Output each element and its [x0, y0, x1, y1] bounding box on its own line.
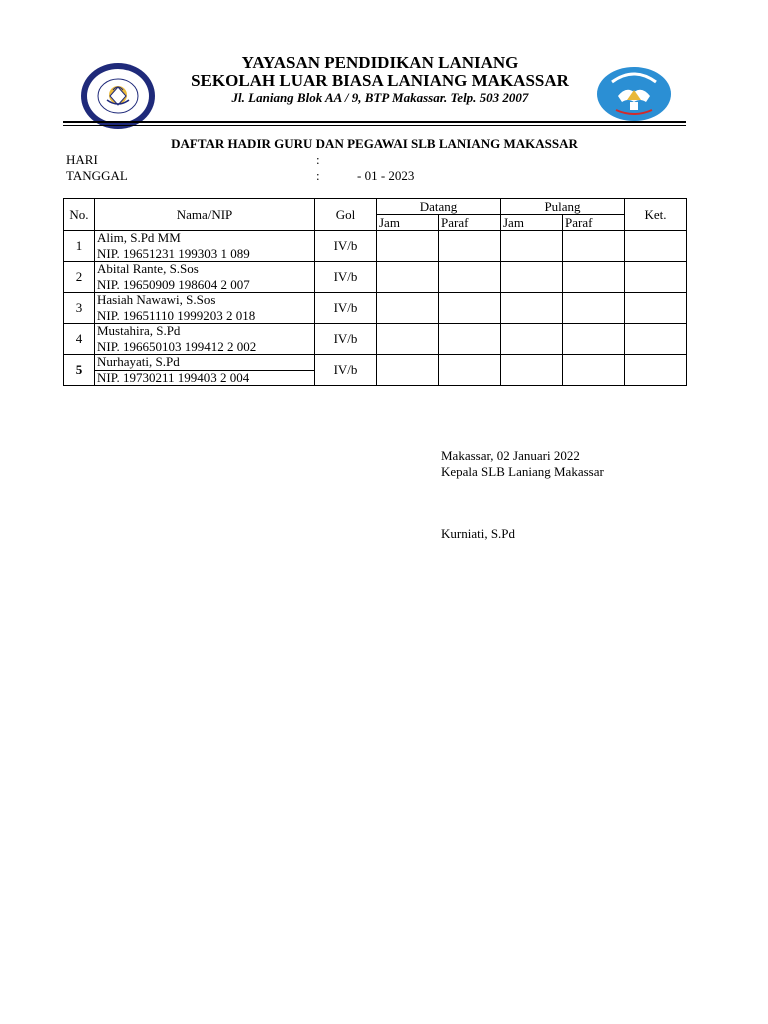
- datang-jam-cell[interactable]: [377, 324, 439, 355]
- pulang-jam-cell[interactable]: [501, 262, 563, 293]
- hari-colon: :: [316, 152, 320, 167]
- school-address: Jl. Laniang Blok AA / 9, BTP Makassar. Telp. 503 2007: [231, 90, 529, 105]
- staff-nip: NIP. 196650103 199412 2 002: [95, 340, 315, 355]
- staff-gol: IV/b: [315, 324, 377, 355]
- hari-label: HARI: [66, 152, 98, 167]
- tanggal-label: TANGGAL: [66, 168, 128, 183]
- pulang-jam-cell[interactable]: [501, 355, 563, 386]
- header-nama-nip: Nama/NIP: [95, 199, 315, 231]
- staff-nip: NIP. 19651110 1999203 2 018: [95, 309, 315, 324]
- row-no: 1: [64, 231, 95, 262]
- staff-gol: IV/b: [315, 355, 377, 386]
- document-title: DAFTAR HADIR GURU DAN PEGAWAI SLB LANIANG MAKASSAR: [171, 136, 578, 151]
- datang-paraf-cell[interactable]: [439, 355, 501, 386]
- ket-cell[interactable]: [625, 324, 687, 355]
- staff-gol: IV/b: [315, 293, 377, 324]
- staff-name: Abital Rante, S.Sos: [95, 262, 315, 278]
- pulang-jam-cell[interactable]: [501, 231, 563, 262]
- ket-cell[interactable]: [625, 293, 687, 324]
- tanggal-colon: :: [316, 168, 320, 183]
- table-row: [64, 324, 687, 340]
- datang-jam-cell[interactable]: [377, 262, 439, 293]
- ket-cell[interactable]: [625, 262, 687, 293]
- school-logo: [80, 62, 156, 130]
- row-no: 3: [64, 293, 95, 324]
- pulang-paraf-cell[interactable]: [563, 293, 625, 324]
- staff-name: Hasiah Nawawi, S.Sos: [95, 293, 315, 309]
- datang-jam-cell[interactable]: [377, 355, 439, 386]
- header-pulang-jam: Jam: [501, 215, 563, 231]
- datang-jam-cell[interactable]: [377, 231, 439, 262]
- pulang-paraf-cell[interactable]: [563, 355, 625, 386]
- table-row: [64, 355, 687, 371]
- header-pulang: Pulang: [501, 199, 625, 215]
- staff-name: Mustahira, S.Pd: [95, 324, 315, 340]
- datang-paraf-cell[interactable]: [439, 324, 501, 355]
- ket-cell[interactable]: [625, 231, 687, 262]
- table-row: [64, 262, 687, 278]
- header-rule-thick: [63, 121, 686, 123]
- attendance-table: [63, 198, 687, 386]
- header-gol: Gol: [315, 199, 377, 231]
- datang-jam-cell[interactable]: [377, 293, 439, 324]
- school-name: SEKOLAH LUAR BIASA LANIANG MAKASSAR: [191, 71, 569, 90]
- tut-wuri-handayani-logo: [596, 66, 672, 122]
- header-ket: Ket.: [625, 199, 687, 231]
- staff-name: Alim, S.Pd MM: [95, 231, 315, 247]
- table-row: [64, 293, 687, 309]
- staff-name: Nurhayati, S.Pd: [95, 355, 315, 371]
- header-no: No.: [64, 199, 95, 231]
- header-datang-paraf: Paraf: [439, 215, 501, 231]
- signature-name: Kurniati, S.Pd: [441, 526, 516, 541]
- tanggal-value: - 01 - 2023: [357, 168, 415, 183]
- signature-place-date: Makassar, 02 Januari 2022: [441, 448, 580, 463]
- datang-paraf-cell[interactable]: [439, 262, 501, 293]
- datang-paraf-cell[interactable]: [439, 231, 501, 262]
- pulang-paraf-cell[interactable]: [563, 324, 625, 355]
- header-rule-thin: [63, 125, 686, 126]
- pulang-paraf-cell[interactable]: [563, 231, 625, 262]
- header-datang: Datang: [377, 199, 501, 215]
- pulang-paraf-cell[interactable]: [563, 262, 625, 293]
- table-row: [64, 231, 687, 247]
- header-pulang-paraf: Paraf: [563, 215, 625, 231]
- staff-nip: NIP. 19650909 198604 2 007: [95, 278, 315, 293]
- ket-cell[interactable]: [625, 355, 687, 386]
- pulang-jam-cell[interactable]: [501, 324, 563, 355]
- row-no: 4: [64, 324, 95, 355]
- row-no: 2: [64, 262, 95, 293]
- header-datang-jam: Jam: [377, 215, 439, 231]
- staff-gol: IV/b: [315, 262, 377, 293]
- datang-paraf-cell[interactable]: [439, 293, 501, 324]
- row-no: 5: [64, 355, 95, 386]
- table-header-row: [64, 199, 687, 215]
- staff-gol: IV/b: [315, 231, 377, 262]
- pulang-jam-cell[interactable]: [501, 293, 563, 324]
- signature-position: Kepala SLB Laniang Makassar: [441, 464, 604, 479]
- staff-nip: NIP. 19730211 199403 2 004: [95, 371, 315, 386]
- foundation-name: YAYASAN PENDIDIKAN LANIANG: [241, 53, 519, 72]
- staff-nip: NIP. 19651231 199303 1 089: [95, 247, 315, 262]
